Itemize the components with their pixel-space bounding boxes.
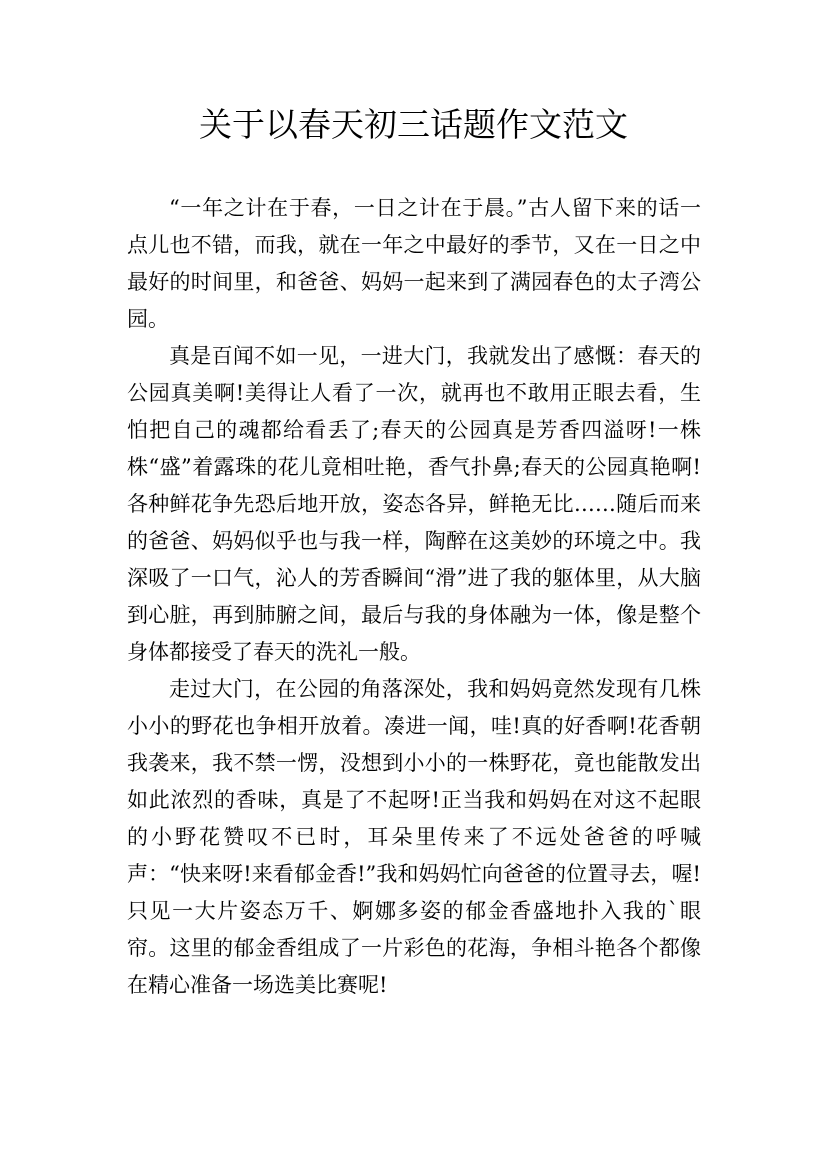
paragraph: 走过大门，在公园的角落深处，我和妈妈竟然发现有几株小小的野花也争相开放着。凑进一闻，哇!真的好香啊!花香朝我袭来，我不禁一愣，没想到小小的一株野花，竟也能散发出如此浓烈的香味，真是了不起呀!正当我和妈妈在对这不起眼的小野花赞叹不已时，耳朵里传来了不远处爸爸的呼喊声：“快来呀!来看郁金香!”我和妈妈忙向爸爸的位置寻去，喔!只见一大片姿态万千、婀娜多姿的郁金香盛地扑入我的`眼帘。这里的郁金香组成了一片彩色的花海，争相斗艳各个都像在精心准备一场选美比赛呢! [127,677,701,997]
document-title: 关于以春天初三话题作文范文 [199,105,628,144]
paragraph: 真是百闻不如一见，一进大门，我就发出了感慨：春天的公园真美啊!美得让人看了一次，就再也不敢用正眼去看，生怕把自己的魂都给看丢了;春天的公园真是芳香四溢呀!一株株“盛”着露珠的花儿竟相吐艳，香气扑鼻;春天的公园真艳啊!各种鲜花争先恐后地开放，姿态各异，鲜艳无比……随后而来的爸爸、妈妈似乎也与我一样，陶醉在这美妙的环境之中。我深吸了一口气，沁人的芳香瞬间“滑”进了我的躯体里，从大脑到心脏，再到肺腑之间，最后与我的身体融为一体，像是整个身体都接受了春天的洗礼一般。 [127,344,701,664]
paragraph: “一年之计在于春，一日之计在于晨。”古人留下来的话一点儿也不错，而我，就在一年之中最好的季节，又在一日之中最好的时间里，和爸爸、妈妈一起来到了满园春色的太子湾公园。 [127,196,701,331]
document-body [127,190,701,1004]
